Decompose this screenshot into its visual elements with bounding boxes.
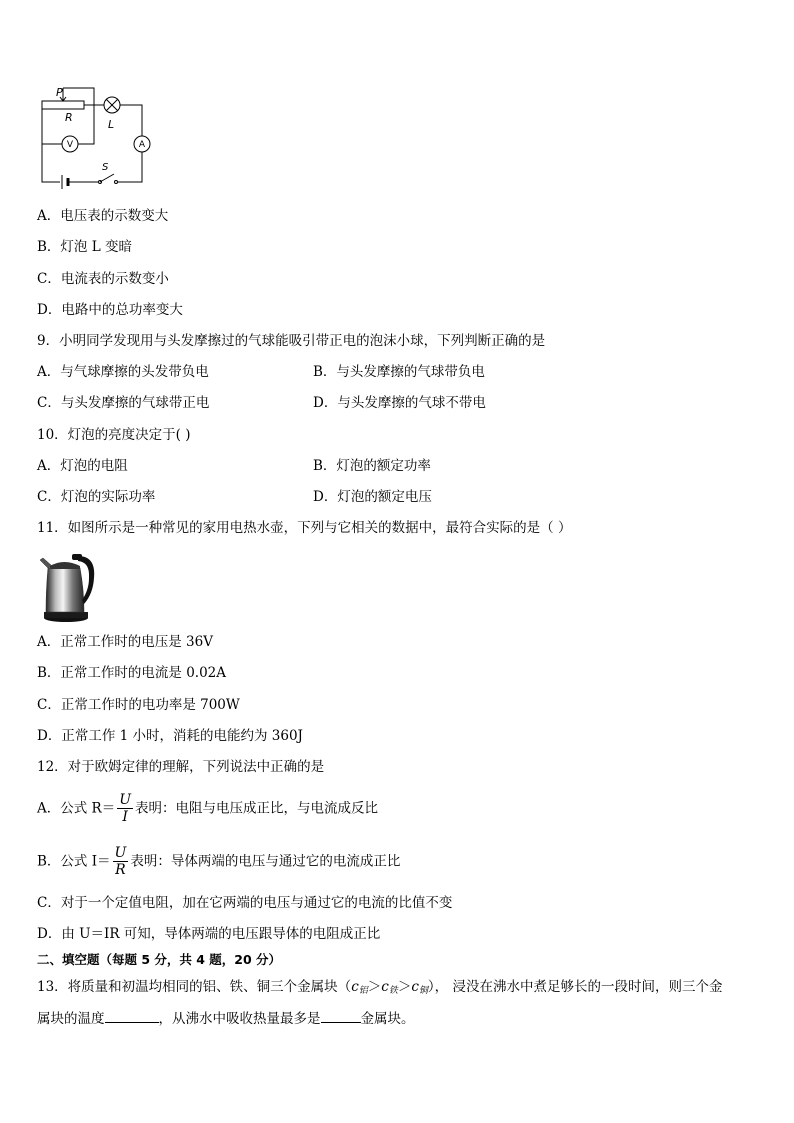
q8-option-c: C．电流表的示数变小 bbox=[37, 271, 169, 287]
label-p: P bbox=[56, 86, 63, 99]
answer-blank-1[interactable] bbox=[105, 1010, 159, 1023]
q13-text-start: 13．将质量和初温均相同的铝、铁、铜三个金属块（ bbox=[37, 979, 352, 995]
q8-option-b: B．灯泡 L 变暗 bbox=[37, 239, 132, 255]
subscript-fe: 铁 bbox=[388, 986, 398, 996]
q12-a-prefix: A．公式 R＝ bbox=[37, 800, 116, 817]
q12-option-d: D．由 U＝IR 可知，导体两端的电压跟导体的电阻成正比 bbox=[37, 926, 381, 942]
q8-option-d: D．电路中的总功率变大 bbox=[37, 302, 183, 318]
subscript-cu: 铜 bbox=[418, 986, 428, 996]
greater-than: ＞ bbox=[397, 979, 412, 995]
q11-stem: 11．如图所示是一种常见的家用电热水壶，下列与它相关的数据中，最符合实际的是（ ） bbox=[37, 520, 572, 536]
c-symbol: c bbox=[411, 979, 419, 995]
q13-line2-c: 金属块。 bbox=[360, 1011, 415, 1027]
q12-option-a bbox=[37, 792, 378, 825]
label-s: S bbox=[102, 162, 109, 173]
q9-option-a: A．与气球摩擦的头发带负电 bbox=[37, 364, 209, 380]
q10-option-c: C．灯泡的实际功率 bbox=[37, 489, 156, 505]
q12-option-b bbox=[37, 845, 400, 878]
q8-option-a: A．电压表的示数变大 bbox=[37, 208, 169, 224]
label-v: V bbox=[66, 140, 74, 150]
q12-option-c: C．对于一个定值电阻，加在它两端的电压与通过它的电流的比值不变 bbox=[37, 895, 453, 911]
label-a: A bbox=[138, 140, 146, 150]
q11-option-a: A．正常工作时的电压是 36V bbox=[37, 634, 213, 650]
q12-a-text: 表明：电阻与电压成正比，与电流成反比 bbox=[135, 800, 379, 817]
fraction-numerator: U bbox=[119, 792, 132, 808]
c-symbol: c bbox=[351, 979, 359, 995]
q13-line-2 bbox=[37, 1010, 415, 1028]
q9-option-d: D．与头发摩擦的气球不带电 bbox=[313, 395, 486, 411]
q9-option-b: B．与头发摩擦的气球带负电 bbox=[313, 364, 485, 380]
fraction-denominator: R bbox=[115, 862, 126, 878]
q11-option-b: B．正常工作时的电流是 0.02A bbox=[37, 665, 227, 681]
label-r: R bbox=[65, 111, 73, 124]
q12-b-prefix: B．公式 I＝ bbox=[37, 853, 111, 870]
label-l: L bbox=[108, 118, 115, 131]
q13-line-1 bbox=[37, 978, 722, 1000]
fraction-u-over-i bbox=[117, 792, 133, 825]
q10-stem: 10．灯泡的亮度决定于( ) bbox=[37, 427, 191, 443]
fraction-numerator: U bbox=[114, 845, 127, 861]
subscript-al: 铝 bbox=[358, 986, 368, 996]
q10-option-a: A．灯泡的电阻 bbox=[37, 458, 128, 474]
answer-blank-2[interactable] bbox=[321, 1010, 361, 1023]
c-symbol: c bbox=[381, 979, 389, 995]
q9-option-c: C．与头发摩擦的气球带正电 bbox=[37, 395, 210, 411]
q13-line2-a: 属块的温度 bbox=[37, 1011, 105, 1027]
q13-line2-b: ，从沸水中吸收热量最多是 bbox=[158, 1011, 321, 1027]
greater-than: ＞ bbox=[367, 979, 382, 995]
electric-kettle-image bbox=[38, 548, 98, 624]
q9-stem: 9．小明同学发现用与头发摩擦过的气球能吸引带正电的泡沫小球，下列判断正确的是 bbox=[37, 333, 546, 349]
section-heading-fill-in: 二、填空题（每题 5 分，共 4 题，20 分） bbox=[37, 952, 282, 967]
q11-option-d: D．正常工作 1 小时，消耗的电能约为 360J bbox=[37, 728, 303, 744]
q11-option-c: C．正常工作时的电功率是 700W bbox=[37, 697, 240, 713]
q12-stem: 12．对于欧姆定律的理解，下列说法中正确的是 bbox=[37, 759, 325, 775]
fraction-u-over-r bbox=[113, 845, 129, 878]
q10-option-b: B．灯泡的额定功率 bbox=[313, 458, 431, 474]
q10-option-d: D．灯泡的额定电压 bbox=[313, 489, 432, 505]
q13-text-end: ）， 浸没在沸水中煮足够长的一段时间，则三个金 bbox=[427, 979, 723, 995]
q12-b-text: 表明：导体两端的电压与通过它的电流成正比 bbox=[130, 853, 401, 870]
fraction-denominator: I bbox=[122, 809, 128, 825]
circuit-diagram bbox=[36, 84, 156, 190]
